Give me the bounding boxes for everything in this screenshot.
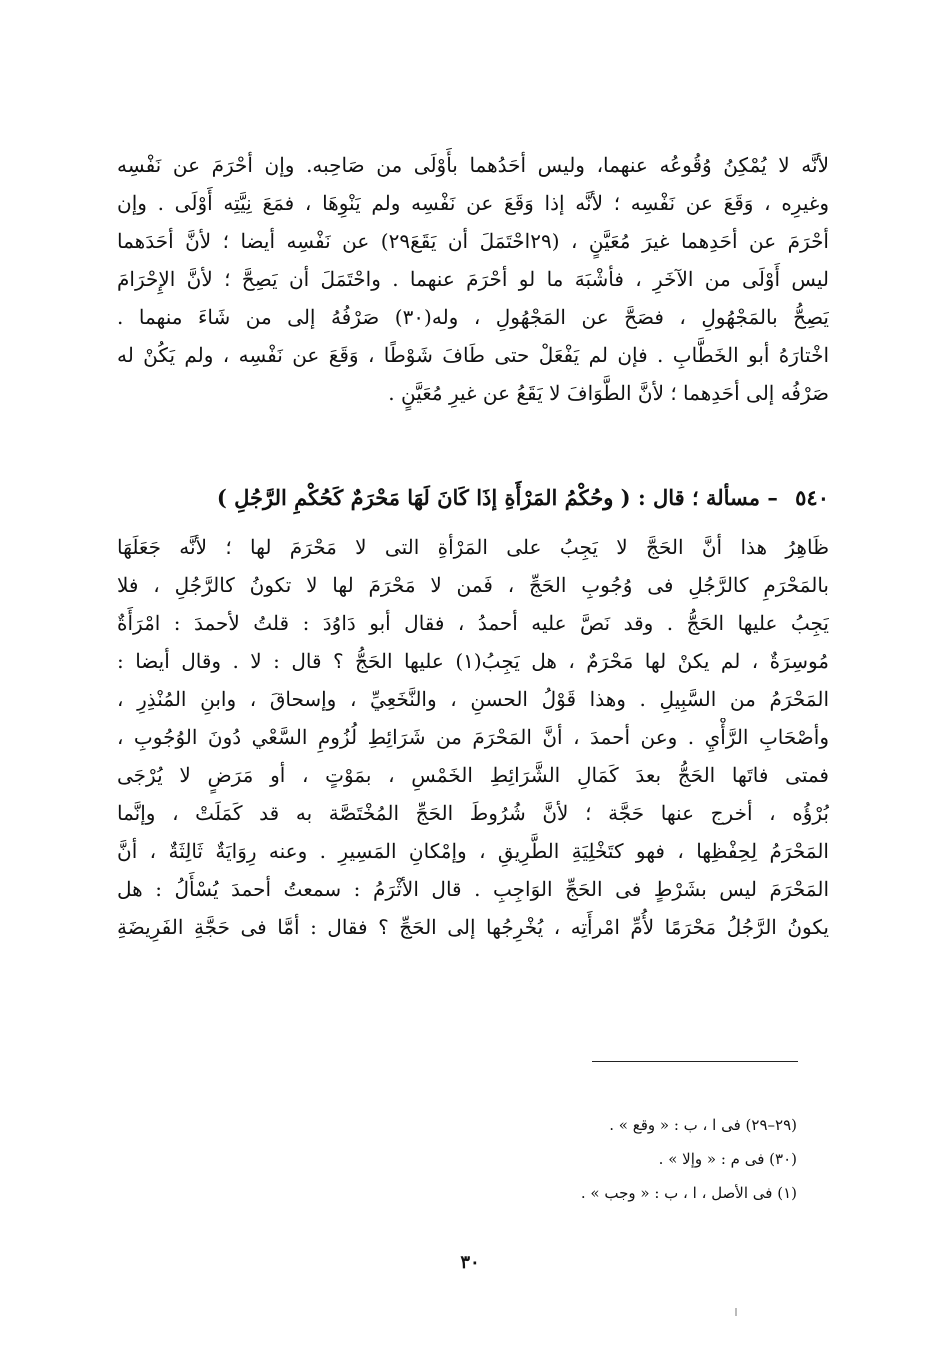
text-line: صَرْفُه إلى أحَدِهما ؛ لأنَّ الطَّوَافَ لا يَقَعُ عن غيرِ مُعَيَّنٍ .: [388, 381, 829, 405]
text-line: يَجِبُ عليها الحَجُّ . وقد نَصَّ عليه أحمدُ ، فقال أبو دَاوُدَ : قلتُ لأحمدَ : امْرَأَةٌ: [117, 611, 829, 635]
issue-heading: [117, 478, 829, 518]
page-number: ٣٠: [460, 1252, 480, 1273]
issue-number: ٥٤٠: [795, 485, 829, 510]
text-line: المَحْرَمُ من السَّبِيلِ . وهذا قَوْلُ الحسنِ ، والنَّخَعِيِّ ، وإسحاقَ ، وابنِ المُنْذِرِ ،: [117, 687, 829, 711]
footnote-divider: [592, 1061, 798, 1062]
footnote: (٢٩–٢٩) فى ا ، ب : « وقع » .: [609, 1116, 797, 1134]
footnote: (٣٠) فى م : « وإلا » .: [658, 1150, 797, 1168]
footnote: (١) فى الأصل ، ا ، ب : « وجب » .: [580, 1184, 797, 1202]
text-line: بُرْؤُه ، أخرج عنها حَجَّة ؛ لأنَّ شُرُوطَ الحَجِّ المُخْتَصَّة به قد كَمَلَتْ ، وإنَّما: [117, 801, 829, 825]
text-line: مُوسِرَةٌ ، لم يكنْ لها مَحْرَمٌ ، هل يَجِبُ(١) عليها الحَجُّ ؟ قال : لا . وقال أيضا :: [117, 649, 829, 673]
text-line: ليس أَوْلَى من الآخَرِ ، فأشْبَهَ ما لو أحْرَمَ عنهما . واحْتَمَلَ أن يَصِحَّ ؛ لأنَّ الإِحْرَامَ: [117, 267, 829, 291]
text-line: بالمَحْرَمِ كالرَّجُلِ فى وُجُوبِ الحَجِّ ، فَمن لا مَحْرَمَ لها لا تكونُ كالرَّجُلِ ، فلا: [117, 573, 829, 597]
text-line: اخْتارَهُ أبو الخَطَّابِ . فإن لم يَفْعَلْ حتى طَافَ شَوْطًا ، وَقَعَ عن نَفْسِه ، ولم يَكُنْ له: [117, 343, 829, 367]
scan-speck: [735, 1308, 737, 1316]
text-line: المَحْرَمَ ليس بشَرْطٍ فى الحَجِّ الوَاجِبِ . قال الأثْرَمُ : سمعتُ أحمدَ يُسْأَلُ : هل: [117, 877, 829, 901]
text-line: يَصِحُّ بالمَجْهُولِ ، فصَحَّ عن المَجْهُولِ ، وله(٣٠) صَرْفُهُ إلى من شَاءَ منهما .: [117, 305, 829, 329]
text-line: وغيرِه ، وَقَعَ عن نَفْسِه ؛ لأنَّه إذا وَقَعَ عن نَفْسِه ولم يَنْوِهَا ، فمَعَ نِيَّتِه أَوْلَى . وإن: [117, 191, 829, 215]
text-line: يكونُ الرَّجُلُ مَحْرَمًا لأُمِّ امْرأَتِه ، يُخْرِجُها إلى الحَجِّ ؟ فقال : أمَّا فى حَجَّةِ الفَرِيضَةِ: [117, 915, 829, 939]
issue-prefix: – مسألة ؛ قال :: [637, 485, 778, 510]
text-line: لأنَّه لا يُمْكِنُ وُقُوعُه عنهما، وليس أحَدُهما بأَوْلَى من صَاحِبه. وإن أحْرَمَ عن نَفْسِه: [117, 153, 829, 177]
text-line: وأصْحَابِ الرَّأْيِ . وعن أحمدَ ، أنَّ المَحْرَمَ من شَرَائِطِ لُزُومِ السَّعْي دُونَ الوُجُوبِ ،: [117, 725, 829, 749]
text-line: فمتى فاتَها الحَجُّ بعدَ كَمَالِ الشَّرَائِطِ الخَمْسِ ، بمَوْتٍ ، أو مَرَضٍ لا يُرْجَى: [117, 763, 829, 787]
issue-quote: ( وحُكْمُ المَرْأَةِ إذَا كَانَ لَهَا مَحْرَمٌ كَحُكْمِ الرَّجُلِ ): [216, 485, 631, 510]
paragraph-opening: [117, 146, 829, 412]
text-line: المَحْرَمُ لِحِفْظِها ، فهو كتَخْلِيَةِ الطَّرِيقِ ، وإمْكانِ المَسِيرِ . وعنه رِوَايَةٌ ثَالِثَةٌ ، أنَّ: [117, 839, 829, 863]
paragraph-commentary: [117, 528, 829, 946]
text-line: أحْرَمَ عن أحَدِهما غيرَ مُعَيَّنٍ ، (٢٩احْتَمَلَ أن يَقَعَ٢٩) عن نَفْسِه أيضا ؛ لأنَّ أحَدَهما: [117, 229, 829, 253]
footnotes: [581, 1108, 797, 1210]
text-line: ظَاهِرُ هذا أنَّ الحَجَّ لا يَجِبُ على المَرْأةِ التى لا مَحْرَمَ لها ؛ لأنَّه جَعَلَهَا: [117, 535, 829, 559]
